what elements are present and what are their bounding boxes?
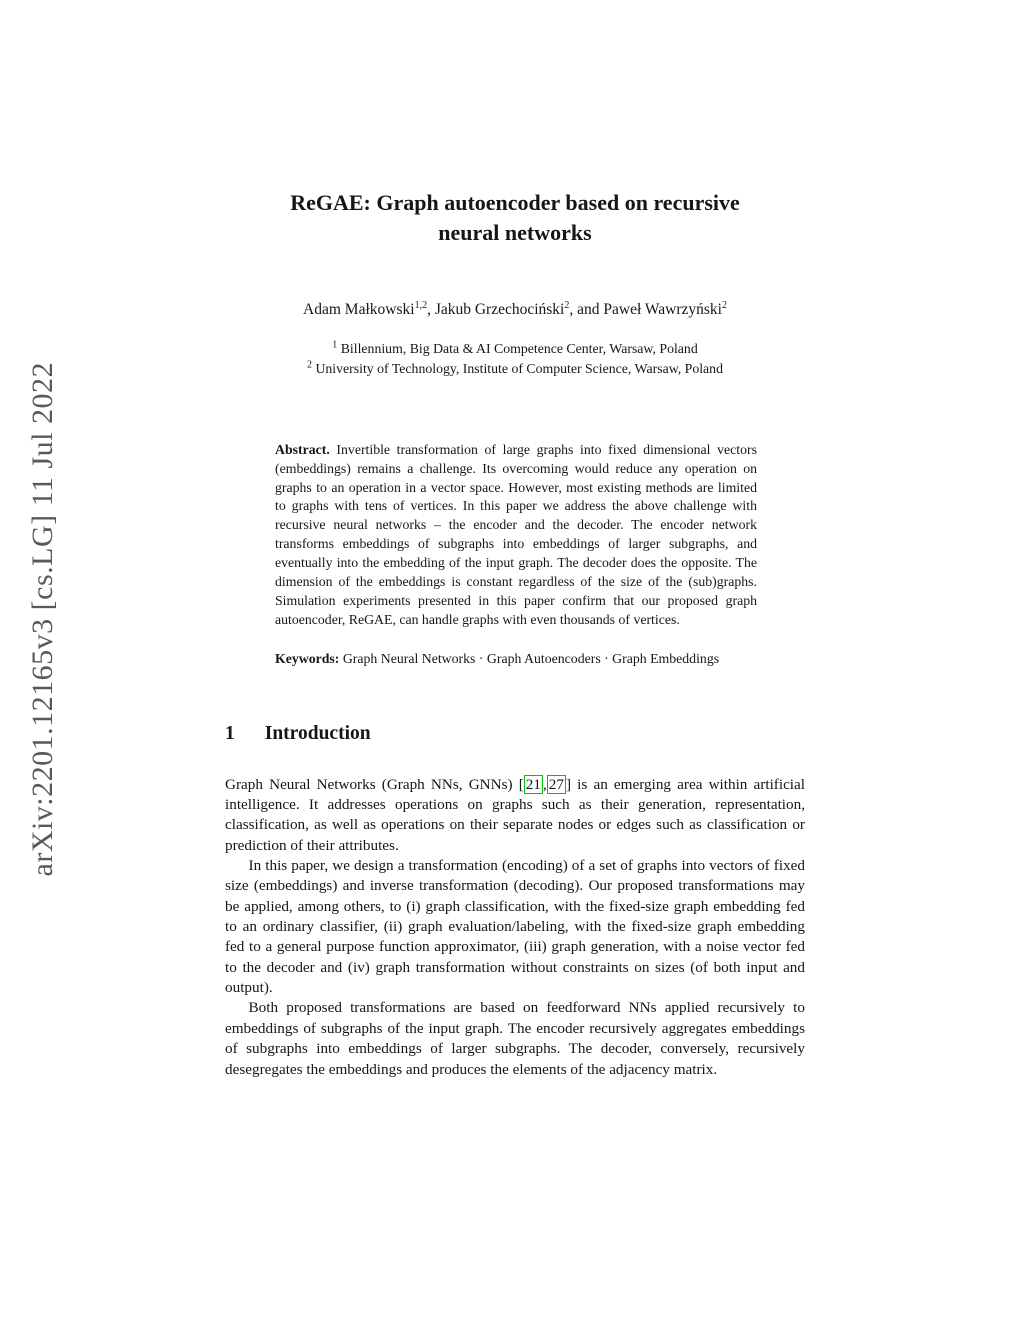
author-1: Adam Małkowski xyxy=(303,300,415,318)
keywords-text: Graph Neural Networks · Graph Autoencoders · Graph Embeddings xyxy=(339,650,720,666)
keywords xyxy=(275,650,757,669)
affiliation-2 xyxy=(225,359,805,379)
affiliation-1 xyxy=(225,339,805,359)
affiliation-2-mark: 2 xyxy=(307,359,312,371)
intro-p1-bracket: ] xyxy=(565,775,572,793)
affiliations xyxy=(225,339,805,379)
citation-link-27[interactable]: 27 xyxy=(548,775,564,793)
affiliation-1-text: Billennium, Big Data & AI Competence Center, Warsaw, Poland xyxy=(337,340,698,356)
keywords-label: Keywords: xyxy=(275,650,340,666)
author-1-affmark: 1,2 xyxy=(414,299,428,311)
author-2-affmark: 2 xyxy=(564,299,570,311)
author-line xyxy=(225,301,805,319)
abstract-text: Invertible transformation of large graphs into fixed dimensional vectors (embeddings) remains a challenge. Its overcoming would reduce any operation on graphs to an operation in a vector space. However, most existing methods are limited to graphs with tens of vertices. In this paper we address the above challenge with recursive neural networks – the encoder and the decoder. The encoder network transforms embeddings of subgraphs into embeddings of larger subgraphs, and eventually into the embedding of the input graph. The decoder does the opposite. The dimension of the embeddings is constant regardless of the size of the (sub)graphs. Simulation experiments presented in this paper confirm that our proposed graph autoencoder, ReGAE, can handle graphs with even thousands of vertices. xyxy=(275,441,757,627)
paper-title xyxy=(225,188,805,249)
intro-p1-pre: Graph Neural Networks (Graph NNs, GNNs) [ xyxy=(225,775,524,793)
author-3: , and Paweł Wawrzyński xyxy=(569,300,722,318)
paper-title-line2: neural networks xyxy=(438,220,592,246)
author-3-affmark: 2 xyxy=(721,299,727,311)
section-1-number: 1 xyxy=(225,722,235,744)
intro-paragraph-3: Both proposed transformations are based on feedforward NNs applied recursively to embeddings of subgraphs of the input graph. The encoder recursively aggregates embeddings of subgraphs into embeddings of larger subgraphs. The decoder, conversely, recursively desegregates the embeddings and produces the elements of the adjacency matrix. xyxy=(225,999,805,1078)
affiliation-1-mark: 1 xyxy=(332,339,338,351)
section-1-heading xyxy=(225,723,805,745)
section-1-title: Introduction xyxy=(264,722,371,744)
intro-paragraph-2: In this paper, we design a transformation (encoding) of a set of graphs into vectors of fixed size (embeddings) and inverse transformation (decoding). Our proposed transformations may be applied, among others, to (i) graph classification, with the fixed-size graph embedding fed to an ordinary classifier, (ii) graph evaluation/labeling, with the fixed-size graph embedding fed to a general purpose function approximator, (iii) graph generation, with a noise vector fed to the decoder and (iv) graph transformation without constraints on sizes (of both input and output). xyxy=(225,856,805,997)
affiliation-2-text: University of Technology, Institute of Computer Science, Warsaw, Poland xyxy=(312,360,723,376)
abstract-label: Abstract. xyxy=(275,441,330,457)
arxiv-watermark: arXiv:2201.12165v3 [cs.LG] 11 Jul 2022 xyxy=(26,362,59,877)
abstract xyxy=(275,441,757,630)
intro-paragraph-1 xyxy=(225,775,805,856)
intro-p1-post: is an emerging area within artificial intelligence. It addresses operations on graphs such as their generation, representation, classification, as well as operations on their separate nodes or edges such as classification or prediction of their attributes. xyxy=(225,775,805,854)
intro-p1-comma: , xyxy=(542,775,547,793)
author-2: , Jakub Grzechociński xyxy=(427,300,565,318)
paper-title-line1: ReGAE: Graph autoencoder based on recursive xyxy=(290,190,740,215)
citation-link-21[interactable]: 21 xyxy=(525,775,541,793)
paper-content-column xyxy=(225,0,805,1080)
